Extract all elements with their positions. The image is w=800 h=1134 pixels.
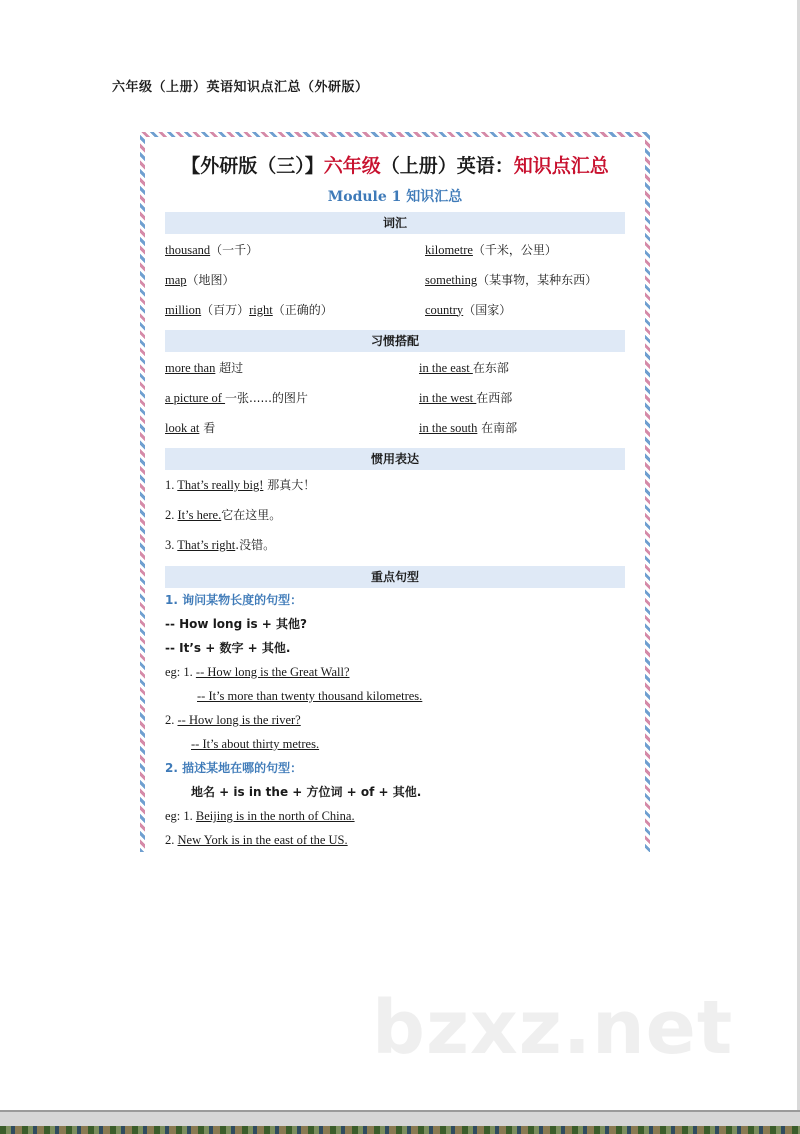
vocab-word: something (425, 272, 478, 287)
example-sentence: -- It’s more than twenty thousand kilometres. (197, 689, 423, 703)
vocab-word: kilometre (425, 242, 473, 257)
expression-line (165, 470, 625, 500)
example-line (165, 708, 625, 732)
example-sentence: New York is in the east of the US. (177, 833, 348, 847)
expression-en: That’s really big! (177, 478, 264, 492)
phrase-en: in the east (419, 360, 473, 375)
sentence-pattern: 地名 + is in the + 方位词 + of + 其他. (191, 785, 422, 799)
watermark: bzxz.net (372, 985, 734, 1071)
expression-zh: .没错。 (235, 538, 276, 552)
section-sentences: 重点句型 (165, 566, 625, 588)
heading-part-publisher: 【外研版（三）】 (181, 155, 324, 177)
vocab-meaning: （一千） (210, 242, 259, 257)
card-heading (165, 151, 625, 178)
expression-number: 1. (165, 478, 178, 492)
vocab-word: country (425, 302, 464, 317)
vocab-word: right (249, 302, 273, 317)
vocab-row (165, 264, 625, 294)
vocab-meaning: （国家） (463, 302, 512, 317)
heading-part-subject: （上册）英语： (380, 155, 514, 177)
phrase-en: in the south (419, 420, 478, 435)
example-sentence: -- How long is the Great Wall? (195, 665, 350, 679)
example-sentence: Beijing is in the north of China. (195, 809, 355, 823)
phrase-row (165, 382, 625, 412)
module-title: Module 1 知识汇总 (327, 189, 463, 205)
expression-en: It’s here. (177, 508, 222, 522)
vocab-meaning: （千米，公里） (472, 242, 557, 257)
section-expressions: 惯用表达 (165, 448, 625, 470)
expression-number: 3. (165, 538, 178, 552)
phrase-en: in the west (419, 390, 477, 405)
example-prefix: 2. (165, 713, 178, 727)
sentence-pattern-title: 2. 描述某地在哪的句型： (165, 761, 303, 775)
phrase-zh: 在南部 (477, 420, 518, 435)
phrase-zh: 看 (199, 420, 216, 435)
sentence-pattern-title: 1. 询问某物长度的句型： (165, 593, 303, 607)
example-prefix: eg: 1. (165, 665, 196, 679)
phrase-en: more than (165, 360, 216, 375)
phrase-row (165, 412, 625, 442)
sentence-pattern-question: -- How long is + 其他? (165, 617, 307, 631)
expression-line (165, 530, 625, 560)
vocab-word: map (165, 272, 187, 287)
example-prefix: eg: 1. (165, 809, 196, 823)
vocab-row (165, 294, 625, 324)
example-line (165, 828, 625, 852)
phrase-zh: 在西部 (476, 390, 513, 405)
phrase-zh: 一张......的图片 (225, 390, 308, 405)
vocab-row (165, 234, 625, 264)
phrase-en: a picture of (165, 390, 226, 405)
example-line (165, 804, 625, 828)
heading-part-grade: 六年级 (323, 155, 381, 177)
expression-zh: 那真大！ (263, 478, 316, 492)
vocab-word: million (165, 302, 202, 317)
heading-part-summary: 知识点汇总 (513, 155, 609, 177)
example-line (165, 732, 625, 756)
expression-zh: 它在这里。 (221, 508, 282, 522)
phrase-en: look at (165, 420, 200, 435)
phrase-row (165, 352, 625, 382)
expression-en: That’s right (177, 538, 236, 552)
example-line (165, 660, 625, 684)
document-title: 六年级（上册）英语知识点汇总（外研版） (112, 80, 369, 95)
section-vocab: 词汇 (165, 212, 625, 234)
vocab-word: thousand (165, 242, 211, 257)
knowledge-card (140, 132, 650, 852)
phrase-zh: 超过 (215, 360, 244, 375)
vocab-meaning: （地图） (186, 272, 235, 287)
sentence-pattern-answer: -- It’s + 数字 + 其他. (165, 641, 291, 655)
phrase-zh: 在东部 (472, 360, 509, 375)
example-line (165, 684, 625, 708)
section-phrases: 习惯搭配 (165, 330, 625, 352)
vocab-meaning: （正确的） (272, 302, 333, 317)
vocab-meaning: （百万） (201, 302, 250, 317)
example-sentence: -- How long is the river? (177, 713, 301, 727)
expression-number: 2. (165, 508, 178, 522)
example-sentence: -- It’s about thirty metres. (191, 737, 320, 751)
vocab-meaning: （某事物，某种东西） (477, 272, 598, 287)
footer-strip (0, 1126, 800, 1134)
expression-line (165, 500, 625, 530)
example-prefix: 2. (165, 833, 178, 847)
